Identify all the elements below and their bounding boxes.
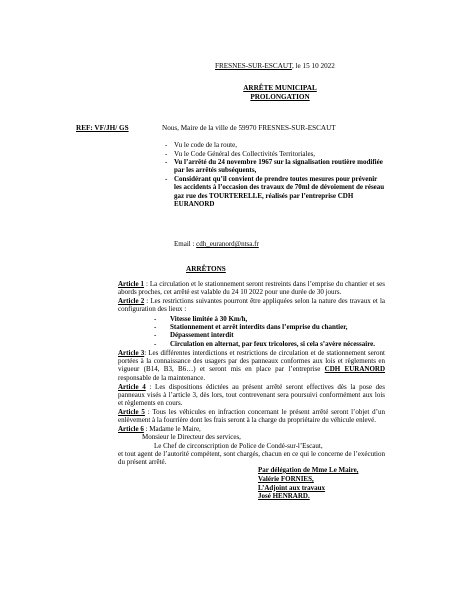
considerations-list — [165, 141, 385, 209]
article-6-line-4: et tout agent de l’autorité compétent, sont chargés, chacun en ce qui le concerne de l’exécution du présent arrêté. — [118, 449, 385, 467]
article-3-tail: responsable de la maintenance. — [118, 373, 206, 382]
consideration-item: - Vu l’arrêté du 24 novembre 1967 sur la signalisation routière modifiée par les arrêtés subséquents, — [165, 158, 385, 175]
article-5-text: : Tous les véhicules en infraction concernant le présent arrêté seront l’objet d’un enlèvement à la fourrière dont les frais seront à la charge du propriétaire du véhicule enlevé. — [118, 407, 385, 425]
consideration-item: - Considérant qu’il convient de prendre toutes mesures pour prévenir les accidents à l’occasion des travaux de 70ml de dévoiement de réseau gaz rue des TOURTERELLE, réalisés par l’entreprise CDH EURANORD — [165, 175, 385, 208]
date-line — [215, 62, 335, 70]
title-line-1: ARRÊTE MUNICIPAL — [243, 84, 317, 92]
date-text: , le 15 10 2022 — [291, 62, 335, 70]
articles-body — [118, 280, 385, 467]
restriction-item: - Circulation en alternat, par feux tricolores, si cela s’avère nécessaire. — [154, 340, 385, 348]
place-name: FRESNES-SUR-ESCAUT — [215, 62, 292, 70]
email-link[interactable]: cdh_euranord@ntsa.fr — [196, 240, 259, 248]
article-6-label: Article 6 — [118, 425, 144, 434]
reference-code — [76, 124, 129, 132]
article-6-text: : Madame le Maire, — [143, 425, 201, 434]
article-6 — [118, 425, 385, 433]
mayor-intro: Nous, Maire de la ville de 59970 FRESNES-SUR-ESCAUT — [162, 124, 336, 132]
article-1-text: : La circulation et le stationnement seront restreints dans l’emprise du chantier et ses abords proches, cet arrêté est valable du 24 10 2022 pour une durée de 30 jours. — [118, 280, 385, 297]
signature-line: L’Adjoint aux travaux — [258, 483, 326, 492]
article-5 — [118, 408, 385, 425]
email-label: Email : — [174, 240, 197, 248]
article-3-text: : Les différentes interdictions et restrictions de circulation et de stationnement seront portées à la connaissance des usagers par des panneaux conformes aux lois et règlements en vigueur (B14, B3, B6…) et seront mis en place par l’entreprise — [118, 348, 385, 374]
signature-line: Valérie FORNIES, — [258, 474, 314, 483]
article-3-company: CDH EURANORD — [324, 365, 386, 374]
restrictions-list — [154, 315, 385, 348]
article-6-line-2: Monsieur le Directeur des services, — [142, 433, 241, 442]
article-1 — [118, 280, 385, 297]
article-1-label: Article 1 — [118, 280, 145, 288]
document-title — [0, 84, 450, 102]
section-heading: ARRÊTONS — [186, 265, 226, 273]
article-4 — [118, 383, 385, 408]
signature-block — [258, 466, 358, 501]
article-6-line-3: Le Chef de circonscription de Police de Condé-sur-l’Escaut, — [154, 441, 323, 450]
article-4-text: : Les dispositions édictées au présent arrêté seront effectives dès la pose des panneaux visés à l’article 3, dès lors, tout contrevenant sera poursuivi conformément aux lois et règlements en cours. — [118, 382, 385, 408]
article-2-text: : Les restrictions suivantes pourront être appliquées selon la nature des travaux et la configuration des lieux : — [118, 297, 385, 314]
article-4-label: Article 4 — [118, 382, 146, 391]
consideration-item: - Vu le code de la route, — [165, 141, 385, 149]
restriction-item: - Vitesse limitée à 30 Km/h, — [154, 315, 385, 323]
restriction-item: - Stationnement et arrêt interdits dans l’emprise du chantier, — [154, 323, 385, 331]
restriction-item: - Dépassement interdit — [154, 331, 385, 339]
email-line — [174, 240, 259, 248]
article-2 — [118, 297, 385, 314]
article-2-label: Article 2 — [118, 297, 145, 306]
article-3-label: Article 3 — [118, 348, 145, 357]
signature-line: José HENRARD. — [258, 492, 310, 501]
article-5-label: Article 5 — [118, 407, 145, 416]
title-line-2: PROLONGATION — [250, 93, 310, 101]
article-3 — [118, 349, 385, 382]
reference-text: REF: VF/JH/ GS — [76, 124, 129, 132]
signature-line: Par délégation de Mme Le Maire, — [258, 466, 359, 474]
consideration-item: - Vu le Code Général des Collectivités Territoriales, — [165, 150, 385, 158]
